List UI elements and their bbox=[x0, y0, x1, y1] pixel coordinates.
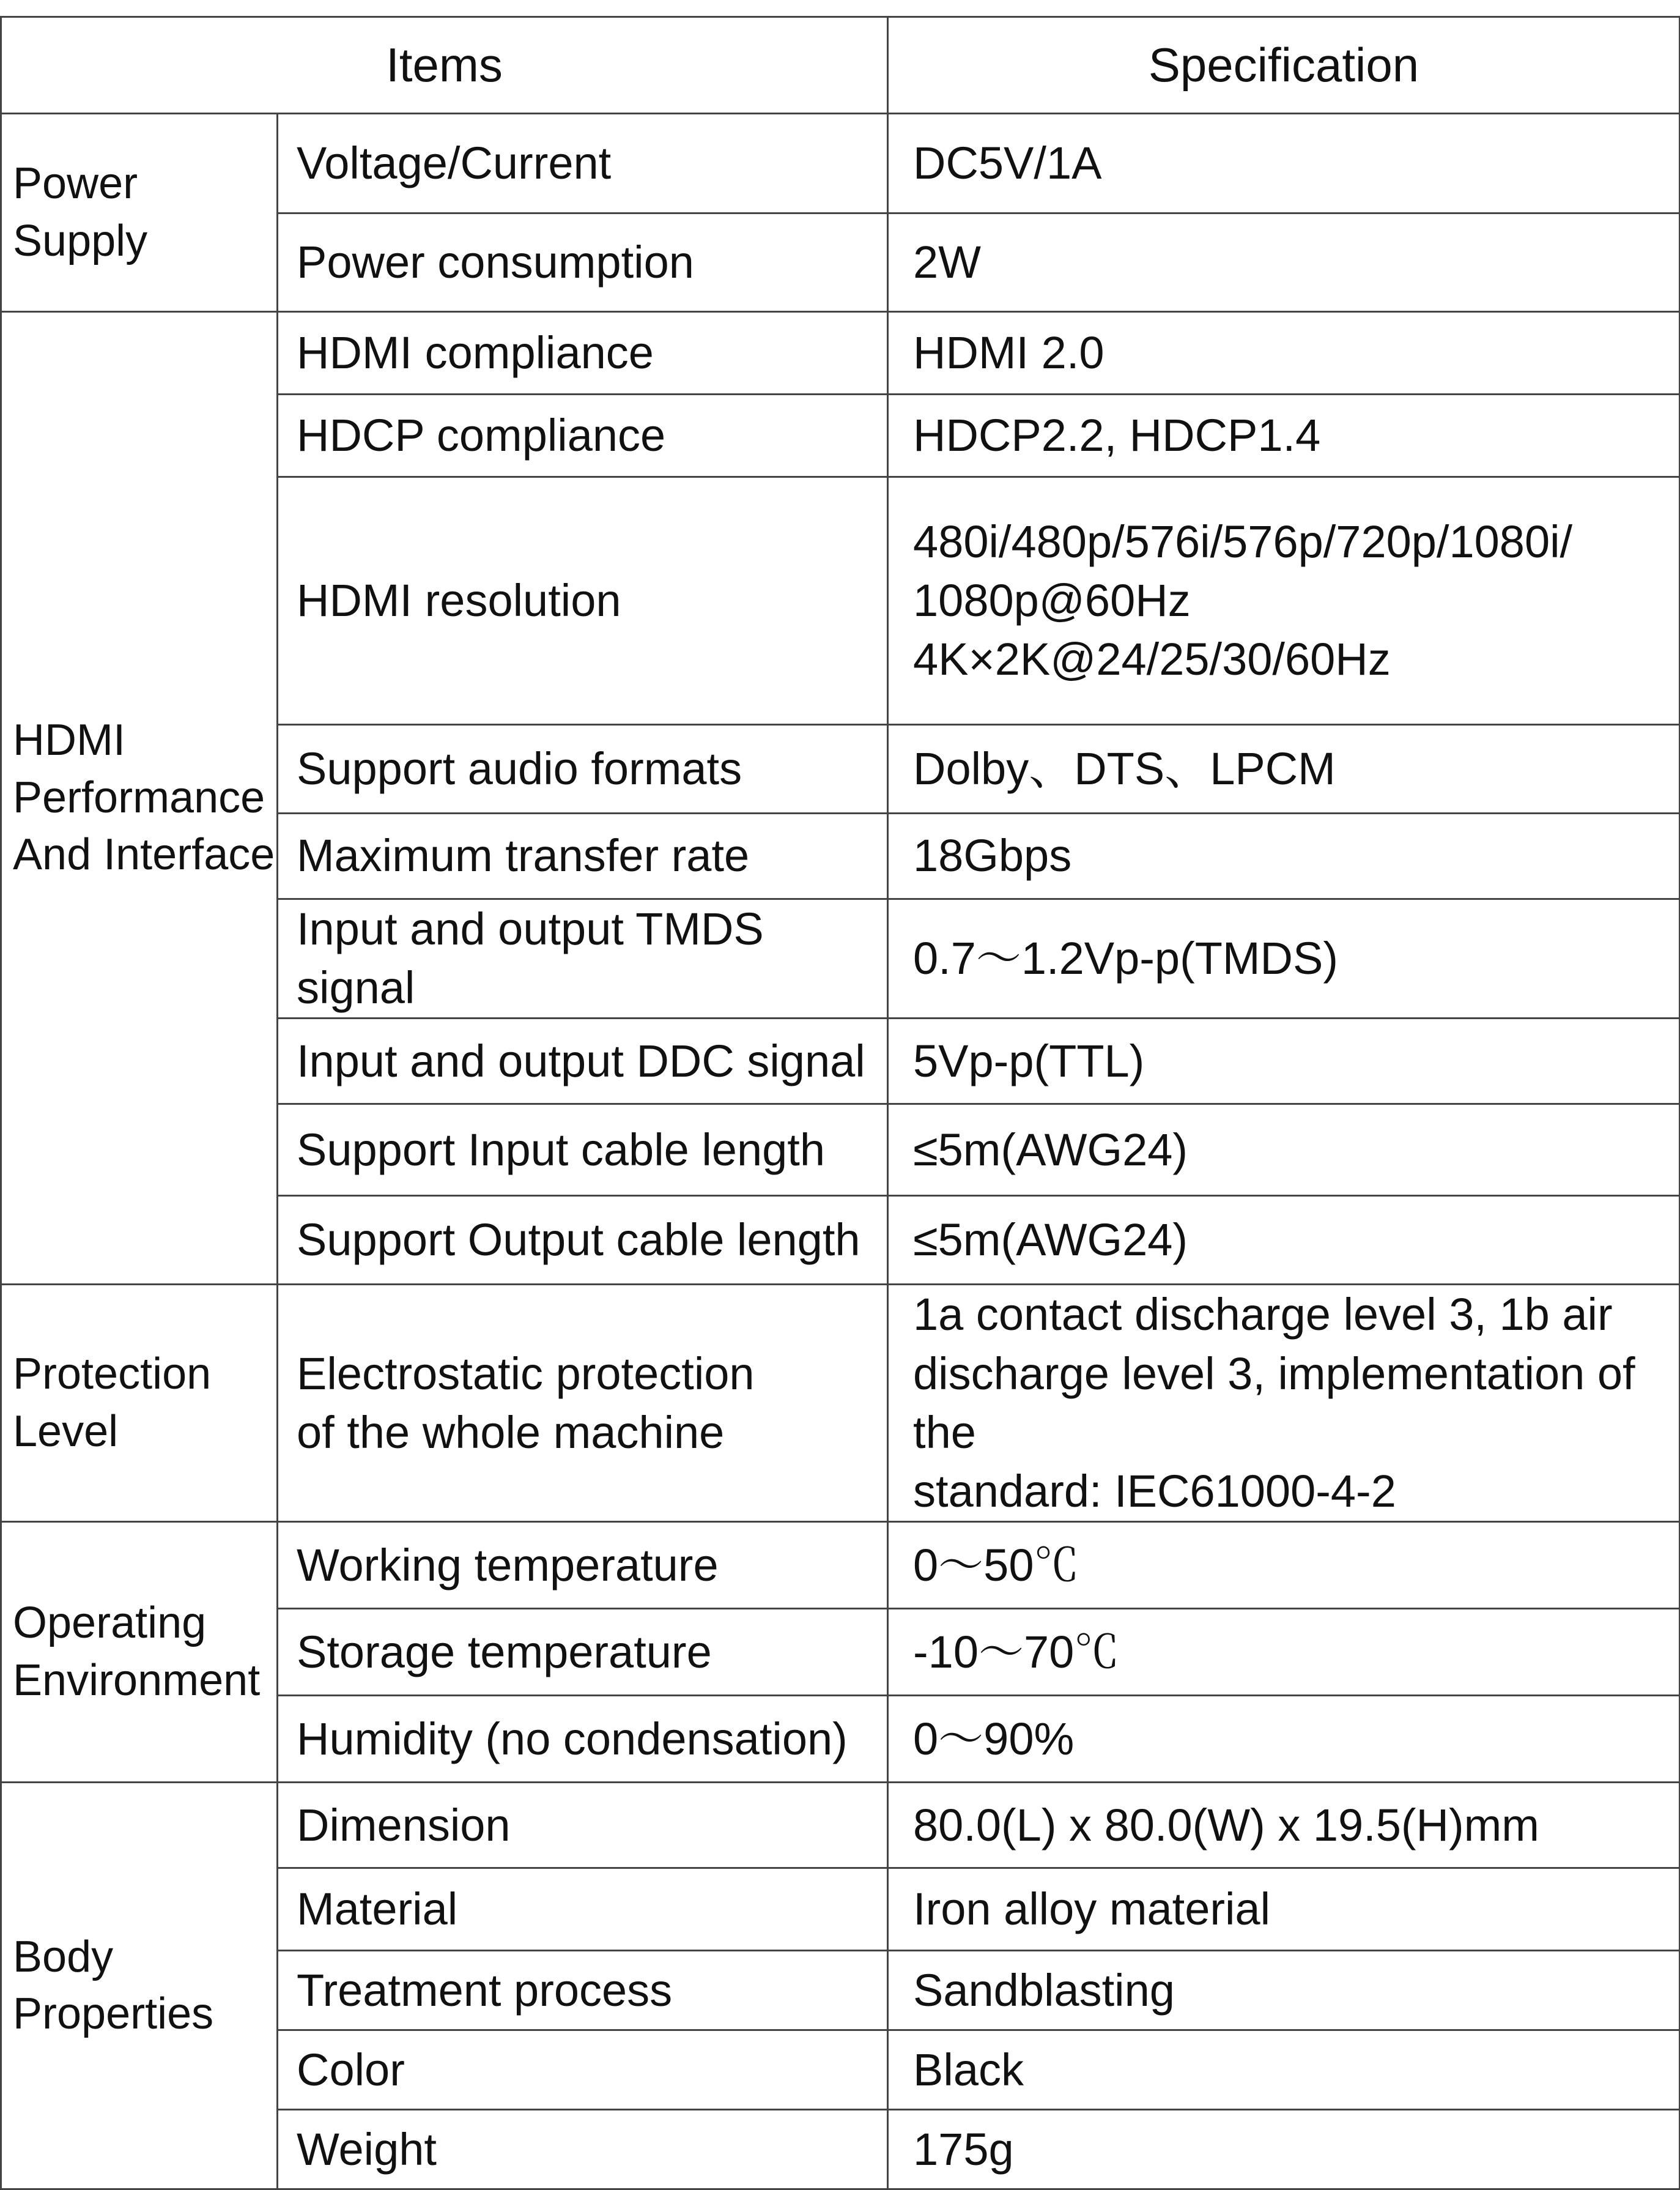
header-row bbox=[1, 17, 1680, 114]
item-label: Voltage/Current bbox=[278, 114, 888, 213]
table-row bbox=[1, 1783, 1680, 1868]
item-label: Input and output TMDS signal bbox=[278, 899, 888, 1019]
spec-value: 18Gbps bbox=[888, 814, 1680, 899]
items-header: Items bbox=[1, 17, 888, 114]
item-label: Treatment process bbox=[278, 1951, 888, 2030]
group-power-supply: Power Supply bbox=[1, 114, 278, 312]
group-protection-level: Protection Level bbox=[1, 1285, 278, 1522]
item-label: HDMI compliance bbox=[278, 312, 888, 395]
item-label: Humidity (no condensation) bbox=[278, 1696, 888, 1783]
item-label: Working temperature bbox=[278, 1522, 888, 1609]
spec-value: 0.7～1.2Vp-p(TMDS) bbox=[888, 899, 1680, 1019]
item-label: Storage temperature bbox=[278, 1609, 888, 1696]
item-label: Color bbox=[278, 2030, 888, 2110]
spec-value: Black bbox=[888, 2030, 1680, 2110]
item-label: Material bbox=[278, 1868, 888, 1951]
spec-value: DC5V/1A bbox=[888, 114, 1680, 213]
spec-value: 2W bbox=[888, 213, 1680, 312]
item-label: Weight bbox=[278, 2110, 888, 2189]
item-label: Input and output DDC signal bbox=[278, 1019, 888, 1104]
item-label: Power consumption bbox=[278, 213, 888, 312]
spec-value: Iron alloy material bbox=[888, 1868, 1680, 1951]
group-body-properties: Body Properties bbox=[1, 1783, 278, 2189]
spec-value: Dolby、DTS、LPCM bbox=[888, 725, 1680, 814]
item-label: HDMI resolution bbox=[278, 477, 888, 725]
spec-value: 1a contact discharge level 3, 1b air discharge level 3, implementation of the standard: IEC61000-4-2 bbox=[888, 1285, 1680, 1522]
specification-header: Specification bbox=[888, 17, 1680, 114]
specification-table bbox=[0, 16, 1680, 2190]
spec-value: ≤5m(AWG24) bbox=[888, 1104, 1680, 1196]
item-label: Dimension bbox=[278, 1783, 888, 1868]
spec-value: 175g bbox=[888, 2110, 1680, 2189]
item-label: Electrostatic protection of the whole machine bbox=[278, 1285, 888, 1522]
spec-value: 80.0(L) x 80.0(W) x 19.5(H)mm bbox=[888, 1783, 1680, 1868]
group-operating-environment: Operating Environment bbox=[1, 1522, 278, 1783]
spec-value: 480i/480p/576i/576p/720p/1080i/ 1080p@60Hz 4K×2K@24/25/30/60Hz bbox=[888, 477, 1680, 725]
spec-value: 0～90% bbox=[888, 1696, 1680, 1783]
item-label: Support audio formats bbox=[278, 725, 888, 814]
spec-value: 0～50℃ bbox=[888, 1522, 1680, 1609]
item-label: HDCP compliance bbox=[278, 395, 888, 477]
item-label: Maximum transfer rate bbox=[278, 814, 888, 899]
table-row bbox=[1, 1522, 1680, 1609]
spec-value: HDCP2.2, HDCP1.4 bbox=[888, 395, 1680, 477]
item-label: Support Output cable length bbox=[278, 1196, 888, 1285]
table-row bbox=[1, 1285, 1680, 1522]
group-hdmi-performance: HDMI Performance And Interface bbox=[1, 312, 278, 1285]
spec-value: Sandblasting bbox=[888, 1951, 1680, 2030]
table-row bbox=[1, 114, 1680, 213]
spec-value: ≤5m(AWG24) bbox=[888, 1196, 1680, 1285]
spec-value: HDMI 2.0 bbox=[888, 312, 1680, 395]
item-label: Support Input cable length bbox=[278, 1104, 888, 1196]
spec-value: 5Vp-p(TTL) bbox=[888, 1019, 1680, 1104]
spec-value: -10～70℃ bbox=[888, 1609, 1680, 1696]
table-row bbox=[1, 312, 1680, 395]
